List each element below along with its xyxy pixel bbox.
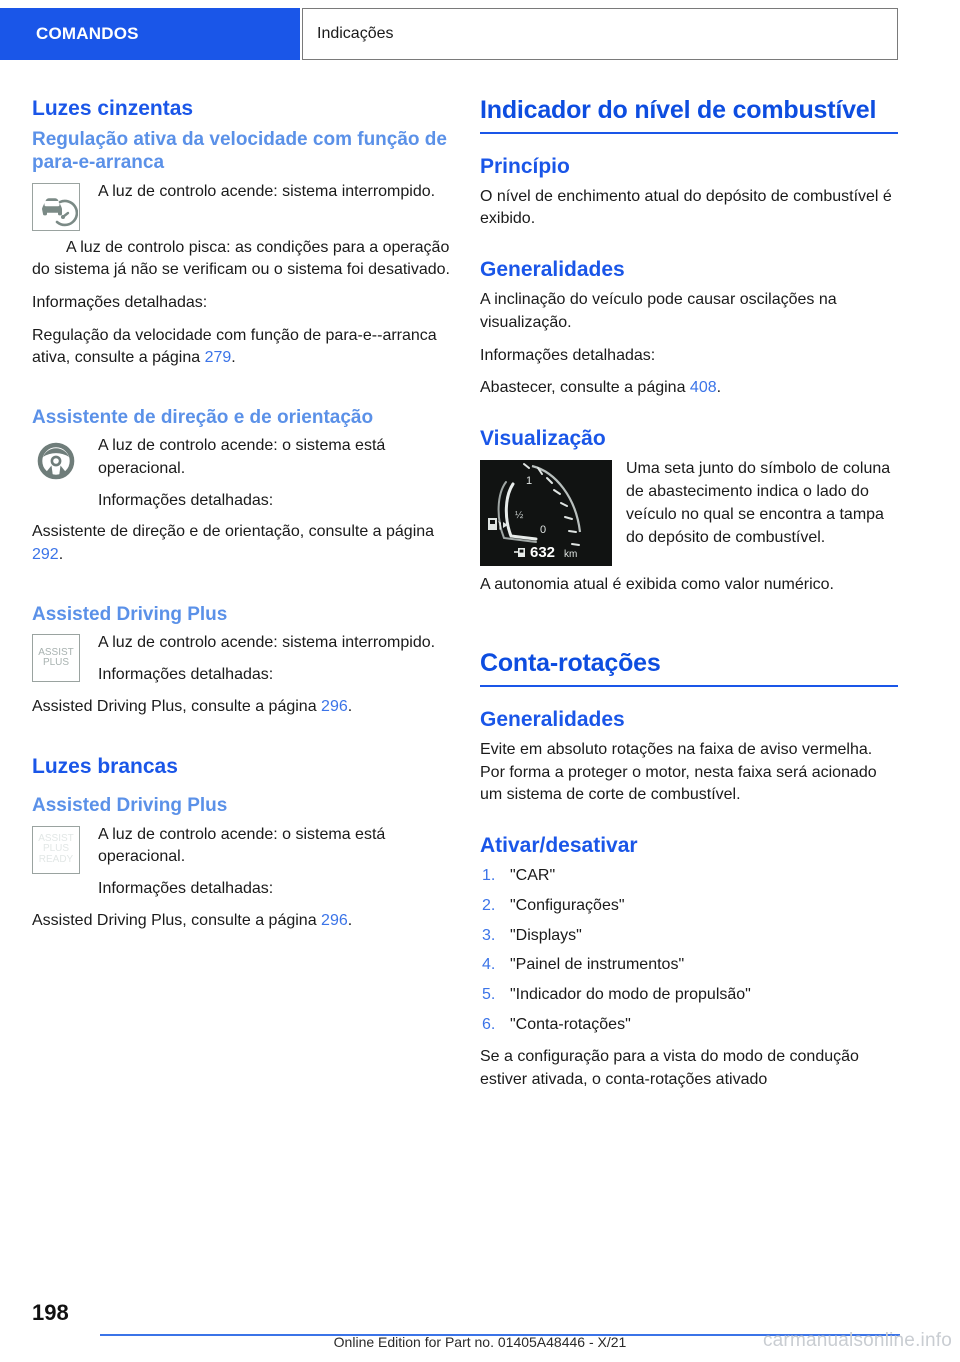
abastecer-ref-text: Abastecer, consulte a página bbox=[480, 379, 690, 397]
adp-white-line1: A luz de controlo acende: o sistema está operacional. bbox=[98, 825, 386, 866]
heading-assisted-driving-plus-grey: Assisted Driving Plus bbox=[32, 603, 228, 625]
visualizacao-block bbox=[480, 458, 898, 570]
heading-luzes-brancas: Luzes brancas bbox=[32, 755, 178, 779]
acc-stopgo-line2: A luz de controlo pisca: as condições para a operação do sistema já não se verificam ou o sistema foi desativado. bbox=[32, 238, 450, 279]
heading-generalidades-combustivel: Generalidades bbox=[480, 258, 625, 282]
adp-white-ref-text: Assisted Driving Plus, consulte a página bbox=[32, 911, 322, 929]
list-item[interactable]: "Displays" bbox=[510, 926, 582, 944]
steering-wheel-icon bbox=[32, 437, 80, 485]
acc-stopgo-block bbox=[32, 181, 450, 233]
heading-assistente-direcao: Assistente de direção e de orientação bbox=[32, 407, 374, 429]
acc-stopgo-line1: A luz de controlo acende: sistema interrompido. bbox=[98, 182, 436, 200]
left-column bbox=[32, 96, 450, 942]
generalidades-combustivel-detail-label: Informações detalhadas: bbox=[480, 346, 656, 364]
acc-ref-period: . bbox=[231, 349, 236, 367]
watermark: carmanualsonline.info bbox=[762, 1330, 952, 1351]
heading-ativar-desativar: Ativar/desativar bbox=[480, 833, 638, 857]
abastecer-ref-page[interactable]: 408 bbox=[689, 379, 717, 397]
page-footer bbox=[0, 1292, 960, 1362]
chapter-tab[interactable] bbox=[0, 8, 300, 60]
instrument-cluster-fuel-display bbox=[480, 460, 612, 566]
page-title-indicador-nivel-combustivel: Indicador do nível de combustível bbox=[480, 96, 877, 124]
list-item[interactable]: "Painel de instrumentos" bbox=[510, 956, 685, 974]
visualizacao-text: Uma seta junto do símbolo de coluna de abastecimento indica o lado do veículo no qual se encontra a tampa do depósito de combustível. bbox=[626, 460, 891, 546]
adp-grey-reference bbox=[32, 696, 450, 719]
steering-assist-detail-label: Informações detalhadas: bbox=[98, 491, 274, 509]
assist-plus-ready-icon-line1: ASSIST bbox=[38, 832, 74, 844]
svg-text:½: ½ bbox=[515, 510, 524, 522]
svg-text:1: 1 bbox=[526, 475, 533, 488]
title-rule-conta-rotacoes bbox=[480, 685, 898, 687]
right-column bbox=[480, 96, 898, 1102]
page-header bbox=[0, 8, 960, 60]
autonomia-text: A autonomia atual é exibida como valor numérico. bbox=[480, 576, 834, 594]
assist-plus-ready-icon bbox=[32, 826, 80, 874]
steering-ref-page[interactable]: 292 bbox=[32, 546, 59, 564]
conta-rotacoes-closing-text: Se a configuração para a vista do modo de condução estiver ativada, o conta-rotações ativado bbox=[480, 1048, 859, 1089]
heading-principio: Princípio bbox=[480, 154, 570, 178]
svg-text:0: 0 bbox=[540, 524, 547, 537]
assisted-driving-plus-white-block bbox=[32, 824, 450, 901]
heading-generalidades-conta-rotacoes: Generalidades bbox=[480, 707, 625, 731]
adp-grey-ref-period: . bbox=[347, 697, 353, 715]
active-cruise-control-icon bbox=[32, 183, 80, 231]
ativar-desativar-steps bbox=[480, 865, 898, 1036]
steering-assist-block bbox=[32, 435, 450, 512]
list-item[interactable]: "Configurações" bbox=[510, 896, 625, 914]
heading-luzes-cinzentas: Luzes cinzentas bbox=[32, 97, 194, 120]
adp-white-detail-label: Informações detalhadas: bbox=[98, 880, 274, 898]
generalidades-combustivel-text: A inclinação do veículo pode causar oscilações na visualização. bbox=[480, 291, 837, 332]
generalidades-conta-rotacoes-text: Evite em absoluto rotações na faixa de aviso vermelha. Por forma a proteger o motor, nesta faixa será acionado um sistema de corte de combustível. bbox=[480, 740, 877, 804]
assist-plus-icon bbox=[32, 634, 80, 682]
abastecer-reference bbox=[480, 377, 898, 400]
acc-ref-page[interactable]: 279 bbox=[204, 349, 232, 367]
steering-ref-text: Assistente de direção e de orientação, consulte a página bbox=[32, 523, 435, 541]
svg-text:632: 632 bbox=[530, 544, 556, 562]
adp-grey-line1: A luz de controlo acende: sistema interrompido. bbox=[98, 634, 436, 652]
steering-assist-reference bbox=[32, 521, 450, 566]
abastecer-ref-period: . bbox=[716, 379, 722, 397]
adp-grey-ref-page[interactable]: 296 bbox=[321, 697, 348, 715]
assist-plus-icon-line2: PLUS bbox=[42, 657, 70, 669]
section-tab[interactable] bbox=[302, 8, 898, 60]
page-number: 198 bbox=[32, 1300, 69, 1325]
adp-grey-ref-text: Assisted Driving Plus, consulte a página bbox=[32, 697, 322, 715]
heading-visualizacao: Visualização bbox=[480, 427, 606, 451]
adp-white-ref-page[interactable]: 296 bbox=[321, 911, 348, 929]
assist-plus-icon-line1: ASSIST bbox=[38, 646, 74, 658]
list-item[interactable]: "Conta-rotações" bbox=[510, 1015, 631, 1033]
list-item[interactable]: "CAR" bbox=[510, 867, 556, 885]
adp-grey-detail-label: Informações detalhadas: bbox=[98, 665, 274, 683]
list-item[interactable]: "Indicador do modo de propulsão" bbox=[510, 986, 751, 1003]
footer-edition-note: Online Edition for Part no. 01405A48446 - X/21 bbox=[333, 1334, 627, 1350]
section-label: Indicações bbox=[317, 25, 394, 42]
acc-ref-text: Regulação da velocidade com função de para-e--arranca ativa, consulte a página bbox=[32, 326, 437, 367]
adp-white-ref-period: . bbox=[347, 911, 353, 929]
assist-plus-ready-icon-line3: READY bbox=[38, 853, 74, 865]
principio-text: O nível de enchimento atual do depósito de combustível é exibido. bbox=[480, 187, 892, 228]
svg-text:km: km bbox=[564, 549, 578, 561]
acc-stopgo-detail-label: Informações detalhadas: bbox=[32, 293, 208, 311]
steering-ref-period: . bbox=[58, 546, 64, 564]
steering-assist-line1: A luz de controlo acende: o sistema está operacional. bbox=[98, 437, 386, 478]
heading-assisted-driving-plus-white: Assisted Driving Plus bbox=[32, 795, 228, 817]
assist-plus-ready-icon-line2: PLUS bbox=[42, 843, 70, 855]
assisted-driving-plus-grey-block bbox=[32, 632, 450, 686]
chapter-label: COMANDOS bbox=[36, 24, 139, 43]
adp-white-reference bbox=[32, 910, 450, 933]
title-rule bbox=[480, 132, 898, 134]
page-title-conta-rotacoes: Conta-rotações bbox=[480, 649, 661, 678]
heading-regulacao-ativa-velocidade: Regulação ativa da velocidade com função de para-e-arranca bbox=[32, 129, 447, 174]
acc-stopgo-reference bbox=[32, 325, 450, 370]
